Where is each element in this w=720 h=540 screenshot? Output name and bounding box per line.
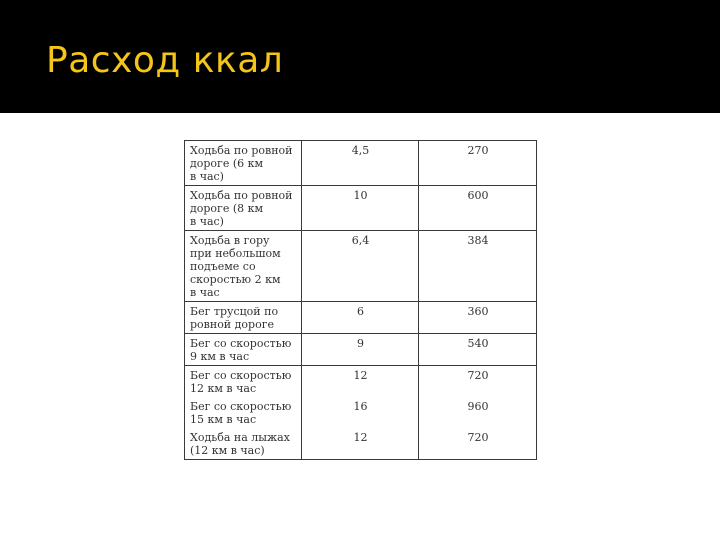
kcal-cell: 540 xyxy=(419,334,537,366)
calorie-table xyxy=(184,140,537,460)
table-row xyxy=(185,366,537,398)
value-cell: 12 xyxy=(302,366,419,398)
value-cell: 12 xyxy=(302,428,419,460)
value-cell: 6 xyxy=(302,302,419,334)
slide-title: Расход ккал xyxy=(46,40,284,81)
activity-cell: Ходьба по ровной дороге (6 км в час) xyxy=(185,141,302,186)
table-image xyxy=(184,140,536,500)
table-row xyxy=(185,397,537,428)
value-cell: 9 xyxy=(302,334,419,366)
table-row xyxy=(185,186,537,231)
table-row xyxy=(185,428,537,460)
value-cell: 16 xyxy=(302,397,419,428)
activity-cell: Бег трусцой по ровной дороге xyxy=(185,302,302,334)
activity-cell: Бег со скоростью 12 км в час xyxy=(185,366,302,398)
kcal-cell: 720 xyxy=(419,366,537,398)
activity-cell: Бег со скоростью 15 км в час xyxy=(185,397,302,428)
table-row xyxy=(185,231,537,302)
table-row xyxy=(185,302,537,334)
kcal-cell: 384 xyxy=(419,231,537,302)
activity-cell: Ходьба на лыжах (12 км в час) xyxy=(185,428,302,460)
table-row xyxy=(185,141,537,186)
kcal-cell: 720 xyxy=(419,428,537,460)
title-bar xyxy=(0,0,720,113)
kcal-cell: 600 xyxy=(419,186,537,231)
kcal-cell: 360 xyxy=(419,302,537,334)
kcal-cell: 960 xyxy=(419,397,537,428)
kcal-cell: 270 xyxy=(419,141,537,186)
activity-cell: Ходьба по ровной дороге (8 км в час) xyxy=(185,186,302,231)
value-cell: 6,4 xyxy=(302,231,419,302)
value-cell: 4,5 xyxy=(302,141,419,186)
value-cell: 10 xyxy=(302,186,419,231)
activity-cell: Ходьба в гору при небольшом подъеме со скоростью 2 км в час xyxy=(185,231,302,302)
activity-cell: Бег со скоростью 9 км в час xyxy=(185,334,302,366)
table-row xyxy=(185,334,537,366)
